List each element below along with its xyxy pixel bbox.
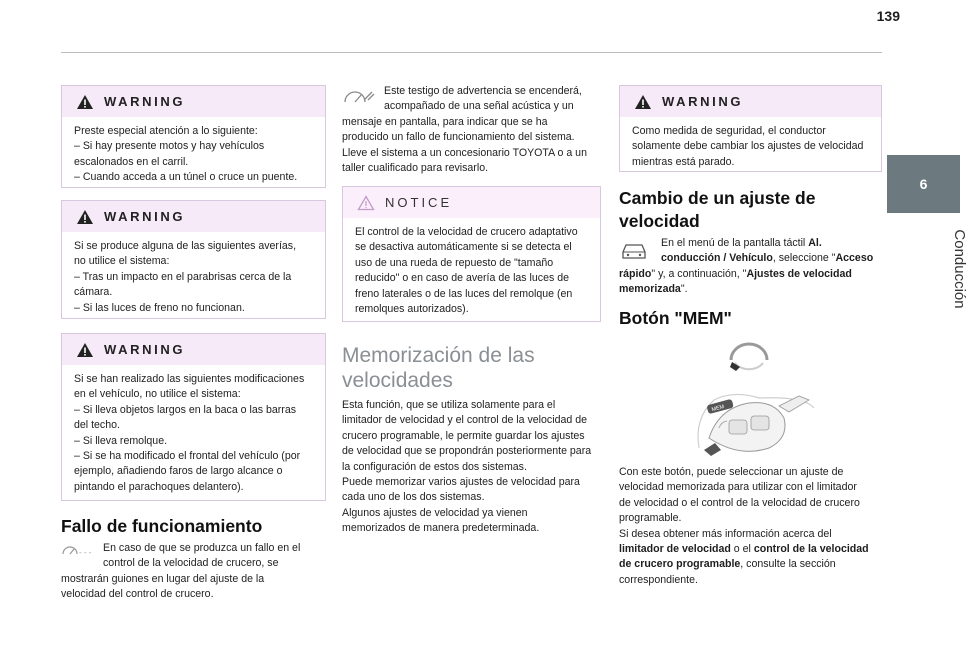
- text-line: escalonados en el carril.: [74, 155, 189, 168]
- warning-header: [62, 334, 325, 365]
- warning-title: WARNING: [662, 94, 744, 109]
- svg-text:- - -: - - -: [79, 548, 92, 557]
- warning-icon: [76, 94, 94, 110]
- text-line: Como medida de seguridad, el conductor: [632, 125, 826, 137]
- text-line: freno laterales o de las luces del remolque (en: [355, 287, 573, 300]
- text-line: Este testigo de advertencia se encenderá,: [384, 85, 582, 97]
- text-line: Lleve el sistema a un concesionario TOYOTA o a un: [342, 146, 587, 159]
- text-span: o el: [730, 543, 754, 556]
- text-line: velocidad memorizada para utilizar con el limitador: [619, 481, 857, 494]
- text-line: producido un fallo de funcionamiento del sistema.: [342, 131, 575, 144]
- text-line: uso de una rueda de repuesto de "tamaño: [355, 256, 554, 269]
- text-line: – Si lleva remolque.: [74, 434, 168, 447]
- text-line: acompañado de una señal acústica y un: [384, 100, 574, 113]
- section-heading-fallo: Fallo de funcionamiento: [61, 516, 263, 536]
- text-line: Si se han realizado las siguientes modificaciones: [74, 373, 305, 385]
- text-line: control de la velocidad de crucero, se: [103, 557, 279, 570]
- text-line: cámara.: [74, 286, 113, 299]
- notice-icon: [357, 195, 375, 211]
- warning-box-right: [619, 85, 882, 172]
- text-line: no utilice el sistema:: [74, 255, 170, 268]
- text-line: – Si lleva objetos largos en la baca o las barras: [74, 403, 297, 416]
- text-line: Si se produce alguna de las siguientes averías,: [74, 240, 297, 252]
- menu-ref: Acceso: [835, 252, 874, 265]
- notice-box: [342, 186, 601, 322]
- notice-header: [343, 187, 600, 218]
- text-line: – Cuando acceda a un túnel o cruce un puente.: [74, 171, 298, 184]
- text-line: pintando el parachoques delantero).: [74, 480, 244, 493]
- warning-body: [62, 232, 325, 316]
- text-line: – Si se ha modificado el frontal del vehículo (por: [74, 450, 301, 463]
- warning-body: [62, 117, 325, 186]
- text-line: velocidad del control de crucero.: [61, 588, 214, 601]
- text-line: En caso de que se produzca un fallo en el: [103, 542, 301, 554]
- menu-ref: memorizada: [619, 283, 681, 296]
- warning-header: [620, 86, 881, 117]
- text-line: [619, 557, 884, 572]
- text-line: remolques autorizados).: [355, 303, 469, 316]
- text-span: En el menú de la pantalla táctil: [661, 237, 809, 249]
- text-line: Con este botón, puede seleccionar un ajuste de: [619, 466, 844, 478]
- warning-header: [62, 86, 325, 117]
- section-heading-mem: Botón "MEM": [619, 308, 732, 328]
- notice-body: [343, 218, 600, 317]
- text-line: – Si las luces de freno no funcionan.: [74, 301, 245, 314]
- text-line: memorizados de manera predeterminada.: [342, 522, 540, 535]
- mem-text: [619, 465, 884, 588]
- text-line: [619, 542, 884, 557]
- chapter-tab: 6: [887, 155, 960, 213]
- text-line: [619, 236, 884, 251]
- warning-box-2: [61, 200, 326, 319]
- heading-line: velocidades: [342, 369, 453, 392]
- text-line: solamente debe cambiar los ajustes de velocidad: [632, 140, 864, 153]
- text-line: – Tras un impacto en el parabrisas cerca de la: [74, 270, 292, 283]
- menu-ref: rápido: [619, 267, 652, 280]
- text-line: mientras está parado.: [632, 155, 735, 168]
- text-span: ".: [680, 283, 688, 296]
- text-line: – Si hay presente motos y hay vehículos: [74, 140, 265, 153]
- menu-ref: Al.: [808, 237, 822, 249]
- heading-line: Cambio de un ajuste de: [619, 188, 816, 208]
- warning-box-3: [61, 333, 326, 501]
- text-line: mostrarán guiones en lugar del ajuste de la: [61, 572, 265, 585]
- memorizacion-text: [342, 398, 607, 537]
- steering-wheel-icon: [727, 340, 771, 374]
- cambio-text: [619, 236, 884, 298]
- text-span: " y, a continuación, ": [651, 267, 747, 280]
- text-line: Esta función, que se utiliza solamente para el: [342, 399, 556, 411]
- page-number: 139: [876, 8, 900, 24]
- text-line: Algunos ajustes de velocidad ya vienen: [342, 506, 528, 519]
- text-line: de velocidad que se propondrán posteriormente para: [342, 445, 592, 458]
- text-line: cada uno de los dos sistemas.: [342, 491, 485, 504]
- text-line: programable.: [619, 512, 682, 525]
- warning-title: WARNING: [104, 209, 186, 224]
- warning-box-1: [61, 85, 326, 188]
- text-line: en el vehículo, no utilice el sistema:: [74, 388, 241, 401]
- text-line: correspondiente.: [619, 573, 698, 586]
- section-heading-memorizacion: [342, 343, 535, 393]
- menu-ref: Ajustes de velocidad: [746, 267, 852, 280]
- heading-line: velocidad: [619, 211, 700, 231]
- warning-header: [62, 201, 325, 232]
- text-line: ejemplo, añadiendo faros de largo alcance o: [74, 465, 283, 478]
- text-line: El control de la velocidad de crucero adaptativo: [355, 226, 578, 238]
- text-line: reducido" o en caso de avería de las luces de: [355, 272, 570, 285]
- warning-icon: [76, 209, 94, 225]
- fallo-text: [61, 541, 326, 603]
- warning-title: WARNING: [104, 94, 186, 109]
- top-rule: [61, 52, 882, 53]
- cross-ref: de crucero programable: [619, 558, 741, 571]
- text-span: , seleccione ": [772, 252, 836, 265]
- text-line: crucero programable, le permite guardar los ajustes: [342, 429, 585, 442]
- text-line: de velocidad o el control de la velocidad de crucero: [619, 496, 860, 509]
- heading-line: Memorización de las: [342, 344, 535, 367]
- text-line: [619, 251, 884, 266]
- notice-title: NOTICE: [385, 195, 453, 210]
- text-line: Preste especial atención a lo siguiente:: [74, 125, 258, 137]
- testigo-text: [342, 84, 607, 176]
- text-line: mensaje en pantalla, para indicar que se ha: [342, 115, 548, 128]
- chapter-title-text: Conducción: [951, 229, 968, 309]
- warning-title: WARNING: [104, 342, 186, 357]
- warning-icon: [76, 342, 94, 358]
- warning-body: [62, 365, 325, 495]
- cross-ref: limitador de velocidad: [619, 543, 731, 556]
- text-line: la configuración de estos dos sistemas.: [342, 460, 527, 473]
- text-line: Si desea obtener más información acerca del: [619, 527, 832, 540]
- warning-body: [620, 117, 881, 170]
- mem-label: MEM: [711, 404, 726, 414]
- text-line: [619, 282, 884, 297]
- text-span: , consulte la sección: [740, 558, 836, 571]
- cross-ref: control de la velocidad: [753, 543, 869, 556]
- text-line: se desactiva automáticamente si se detecta el: [355, 241, 572, 254]
- section-heading-cambio: [619, 187, 815, 233]
- text-line: del techo.: [74, 419, 120, 432]
- steering-control-illustration: [689, 388, 819, 463]
- menu-ref: conducción / Vehículo: [661, 252, 773, 265]
- warning-icon: [634, 94, 652, 110]
- text-line: limitador de velocidad y el control de la velocidad de: [342, 414, 587, 427]
- text-line: [619, 267, 884, 282]
- text-line: Puede memorizar varios ajustes de velocidad para: [342, 476, 580, 489]
- chapter-title: [903, 224, 968, 314]
- text-line: taller cualificado para revisarlo.: [342, 162, 489, 175]
